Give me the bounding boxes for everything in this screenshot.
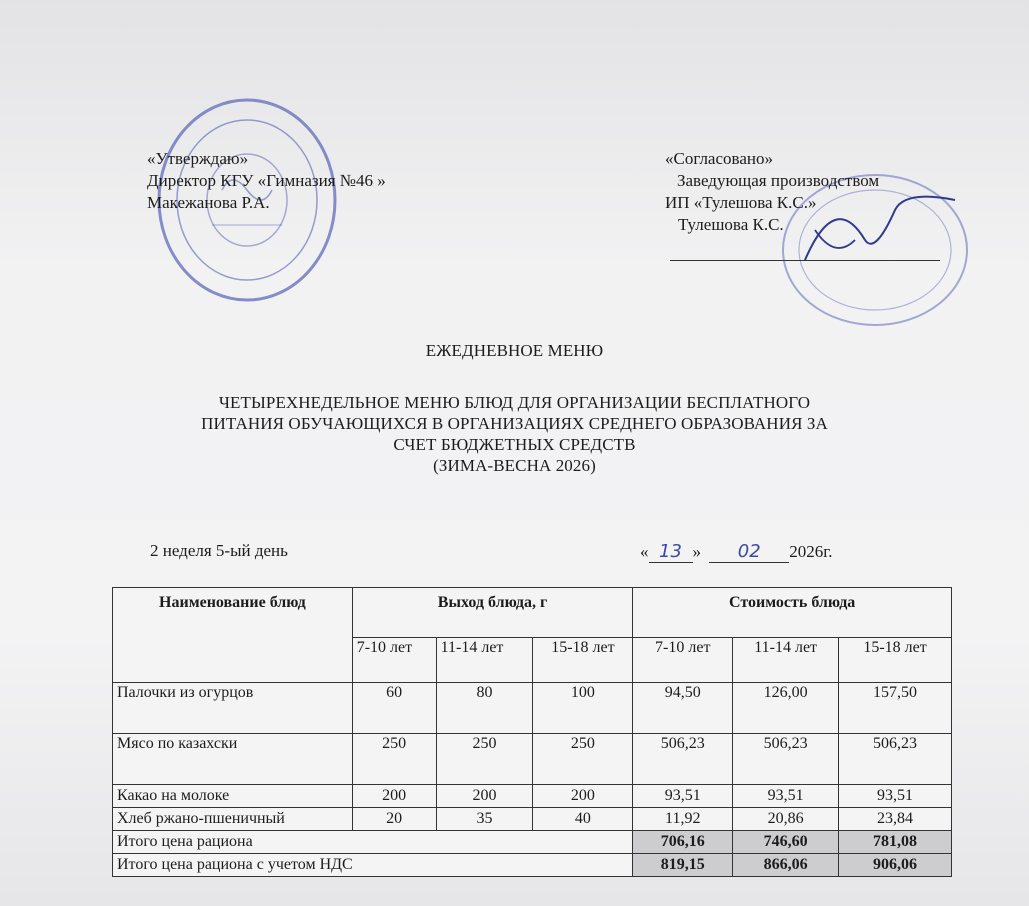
date-day: 13 [659,541,682,562]
date-close-quote: » [692,542,701,561]
subtitle-line-3: СЧЕТ БЮДЖЕТНЫХ СРЕДСТВ [393,435,636,454]
date-year: 2026г. [789,542,833,561]
total-vat-cost-11-14: 866,06 [733,854,839,877]
cost-7-10: 11,92 [633,808,733,831]
week-day: 2 неделя 5-ый день [150,541,288,560]
subtitle-line-1: ЧЕТЫРЕХНЕДЕЛЬНОЕ МЕНЮ БЛЮД ДЛЯ ОРГАНИЗАЦИИ БЕСПЛАТНОГО [218,393,811,412]
total-label: Итого цена рациона [113,831,633,854]
age-cost-15-18: 15-18 лет [839,638,952,683]
table-row [113,734,952,785]
yield-7-10: 20 [352,808,436,831]
approve-name: Макежанова Р.А. [147,193,270,212]
cost-15-18: 157,50 [839,683,952,734]
table-row [113,808,952,831]
date-open-quote: « [640,542,649,561]
age-yield-7-10: 7-10 лет [352,638,436,683]
header-dish-name: Наименование блюд [113,588,353,683]
agree-name: Тулешова К.С. [678,215,784,234]
agree-label: «Согласовано» [665,149,773,168]
total-vat-cost-15-18: 906,06 [839,854,952,877]
cost-7-10: 93,51 [633,785,733,808]
yield-7-10: 60 [352,683,436,734]
dish-name: Хлеб ржано-пшеничный [113,808,353,831]
subtitle-line-2: ПИТАНИЯ ОБУЧАЮЩИХСЯ В ОРГАНИЗАЦИЯХ СРЕДНЕГО ОБРАЗОВАНИЯ ЗА [201,414,828,433]
yield-11-14: 35 [436,808,533,831]
age-yield-15-18: 15-18 лет [533,638,633,683]
document-title: ЕЖЕДНЕВНОЕ МЕНЮ [425,341,604,360]
agree-company: ИП «Тулешова К.С.» [665,193,817,212]
cost-15-18: 506,23 [839,734,952,785]
yield-11-14: 200 [436,785,533,808]
cost-15-18: 93,51 [839,785,952,808]
approve-label: «Утверждаю» [147,149,249,168]
header-yield: Выход блюда, г [352,588,633,638]
age-cost-11-14: 11-14 лет [733,638,839,683]
age-yield-11-14: 11-14 лет [436,638,533,683]
total-vat-cost-7-10: 819,15 [633,854,733,877]
yield-7-10: 200 [352,785,436,808]
subtitle-season: (ЗИМА-ВЕСНА 2026) [433,456,596,475]
date-month: 02 [737,541,761,562]
total-cost-11-14: 746,60 [733,831,839,854]
agree-position: Заведующая производством [677,171,880,190]
yield-7-10: 250 [352,734,436,785]
yield-15-18: 100 [533,683,633,734]
cost-7-10: 94,50 [633,683,733,734]
yield-15-18: 40 [533,808,633,831]
dish-name: Какао на молоке [113,785,353,808]
table-row [113,683,952,734]
total-vat-label: Итого цена рациона с учетом НДС [113,854,633,877]
yield-15-18: 200 [533,785,633,808]
cost-7-10: 506,23 [633,734,733,785]
dish-name: Палочки из огурцов [113,683,353,734]
approve-director: Директор КГУ «Гимназия №46 » [147,171,386,190]
total-row [113,831,952,854]
date-field [640,541,833,563]
signature-line [670,260,940,261]
header-cost: Стоимость блюда [633,588,952,638]
total-cost-7-10: 706,16 [633,831,733,854]
total-vat-row [113,854,952,877]
yield-11-14: 80 [436,683,533,734]
table-header-row [113,588,952,638]
dish-name: Мясо по казахски [113,734,353,785]
total-cost-15-18: 781,08 [839,831,952,854]
cost-11-14: 20,86 [733,808,839,831]
yield-15-18: 250 [533,734,633,785]
cost-15-18: 23,84 [839,808,952,831]
table-row [113,785,952,808]
age-cost-7-10: 7-10 лет [633,638,733,683]
cost-11-14: 126,00 [733,683,839,734]
menu-table [112,587,952,877]
cost-11-14: 93,51 [733,785,839,808]
yield-11-14: 250 [436,734,533,785]
cost-11-14: 506,23 [733,734,839,785]
